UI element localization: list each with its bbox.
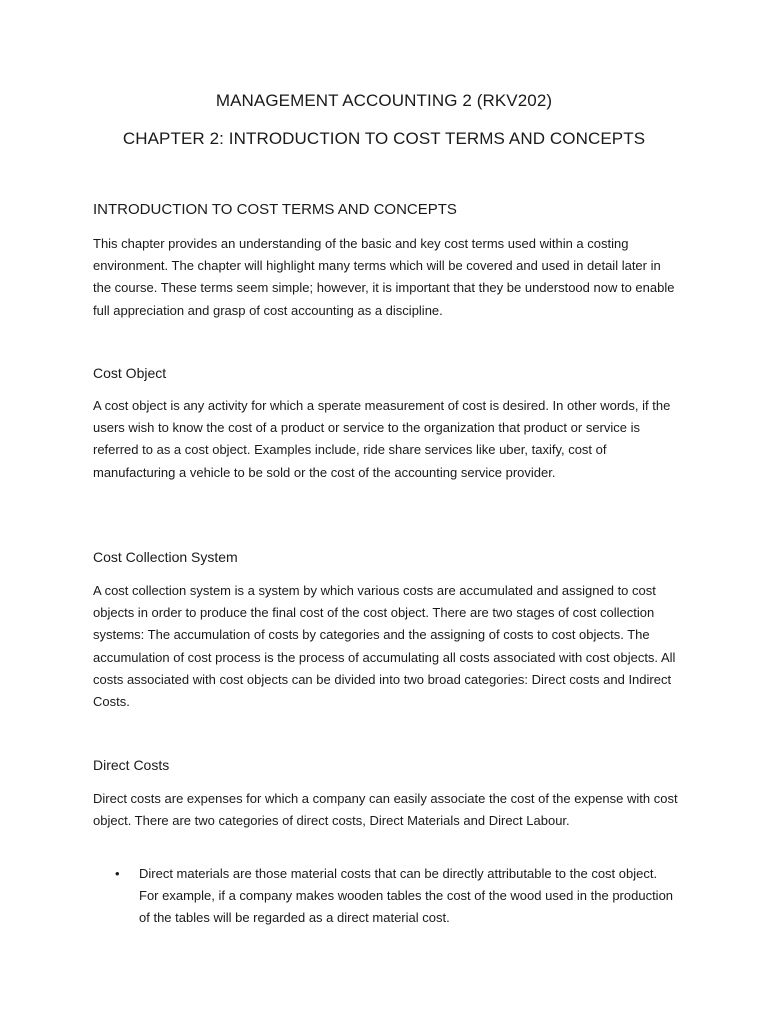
- bullet-icon: •: [115, 866, 120, 881]
- section-heading-introduction: INTRODUCTION TO COST TERMS AND CONCEPTS: [93, 201, 457, 218]
- section-heading-direct-costs: Direct Costs: [93, 757, 170, 773]
- list-item: [93, 863, 678, 930]
- section-body-cost-object: A cost object is any activity for which a sperate measurement of cost is desired. In other words, if the users wish to know the cost of a product or service to the organization that product or service is referred to as a cost object. Examples include, ride share services like uber, taxify, cost of manufacturing a vehicle to be sold or the cost of the accounting service provider.: [93, 398, 671, 480]
- chapter-title: CHAPTER 2: INTRODUCTION TO COST TERMS AND CONCEPTS: [122, 129, 646, 148]
- section-body-cost-collection-system: A cost collection system is a system by which various costs are accumulated and assigned to cost objects in order to produce the final cost of the cost object. There are two stages of cost collection systems: The accumulation of costs by categories and the assigning of costs to cost objects. The accumulation of cost process is the process of accumulating all costs associated with cost objects. All costs associated with cost objects can be divided into two broad categories: Direct costs and Indirect Costs.: [93, 583, 676, 710]
- section-heading-cost-collection-system: Cost Collection System: [93, 549, 238, 565]
- section-heading-cost-object: Cost Object: [93, 365, 167, 381]
- course-title: MANAGEMENT ACCOUNTING 2 (RKV202): [215, 91, 553, 110]
- section-body-direct-costs: Direct costs are expenses for which a company can easily associate the cost of the expense with cost object. There are two categories of direct costs, Direct Materials and Direct Labour.: [93, 791, 678, 829]
- direct-costs-bullet-list: [93, 863, 678, 930]
- list-item-text: Direct materials are those material costs that can be directly attributable to the cost object. For example, if a company makes wooden tables the cost of the wood used in the production of the tables will be regarded as a direct material cost.: [139, 866, 674, 926]
- section-body-introduction: This chapter provides an understanding of the basic and key cost terms used within a costing environment. The chapter will highlight many terms which will be covered and used in detail later in the course. These terms seem simple; however, it is important that they be understood now to enable full appreciation and grasp of cost accounting as a discipline.: [93, 236, 675, 318]
